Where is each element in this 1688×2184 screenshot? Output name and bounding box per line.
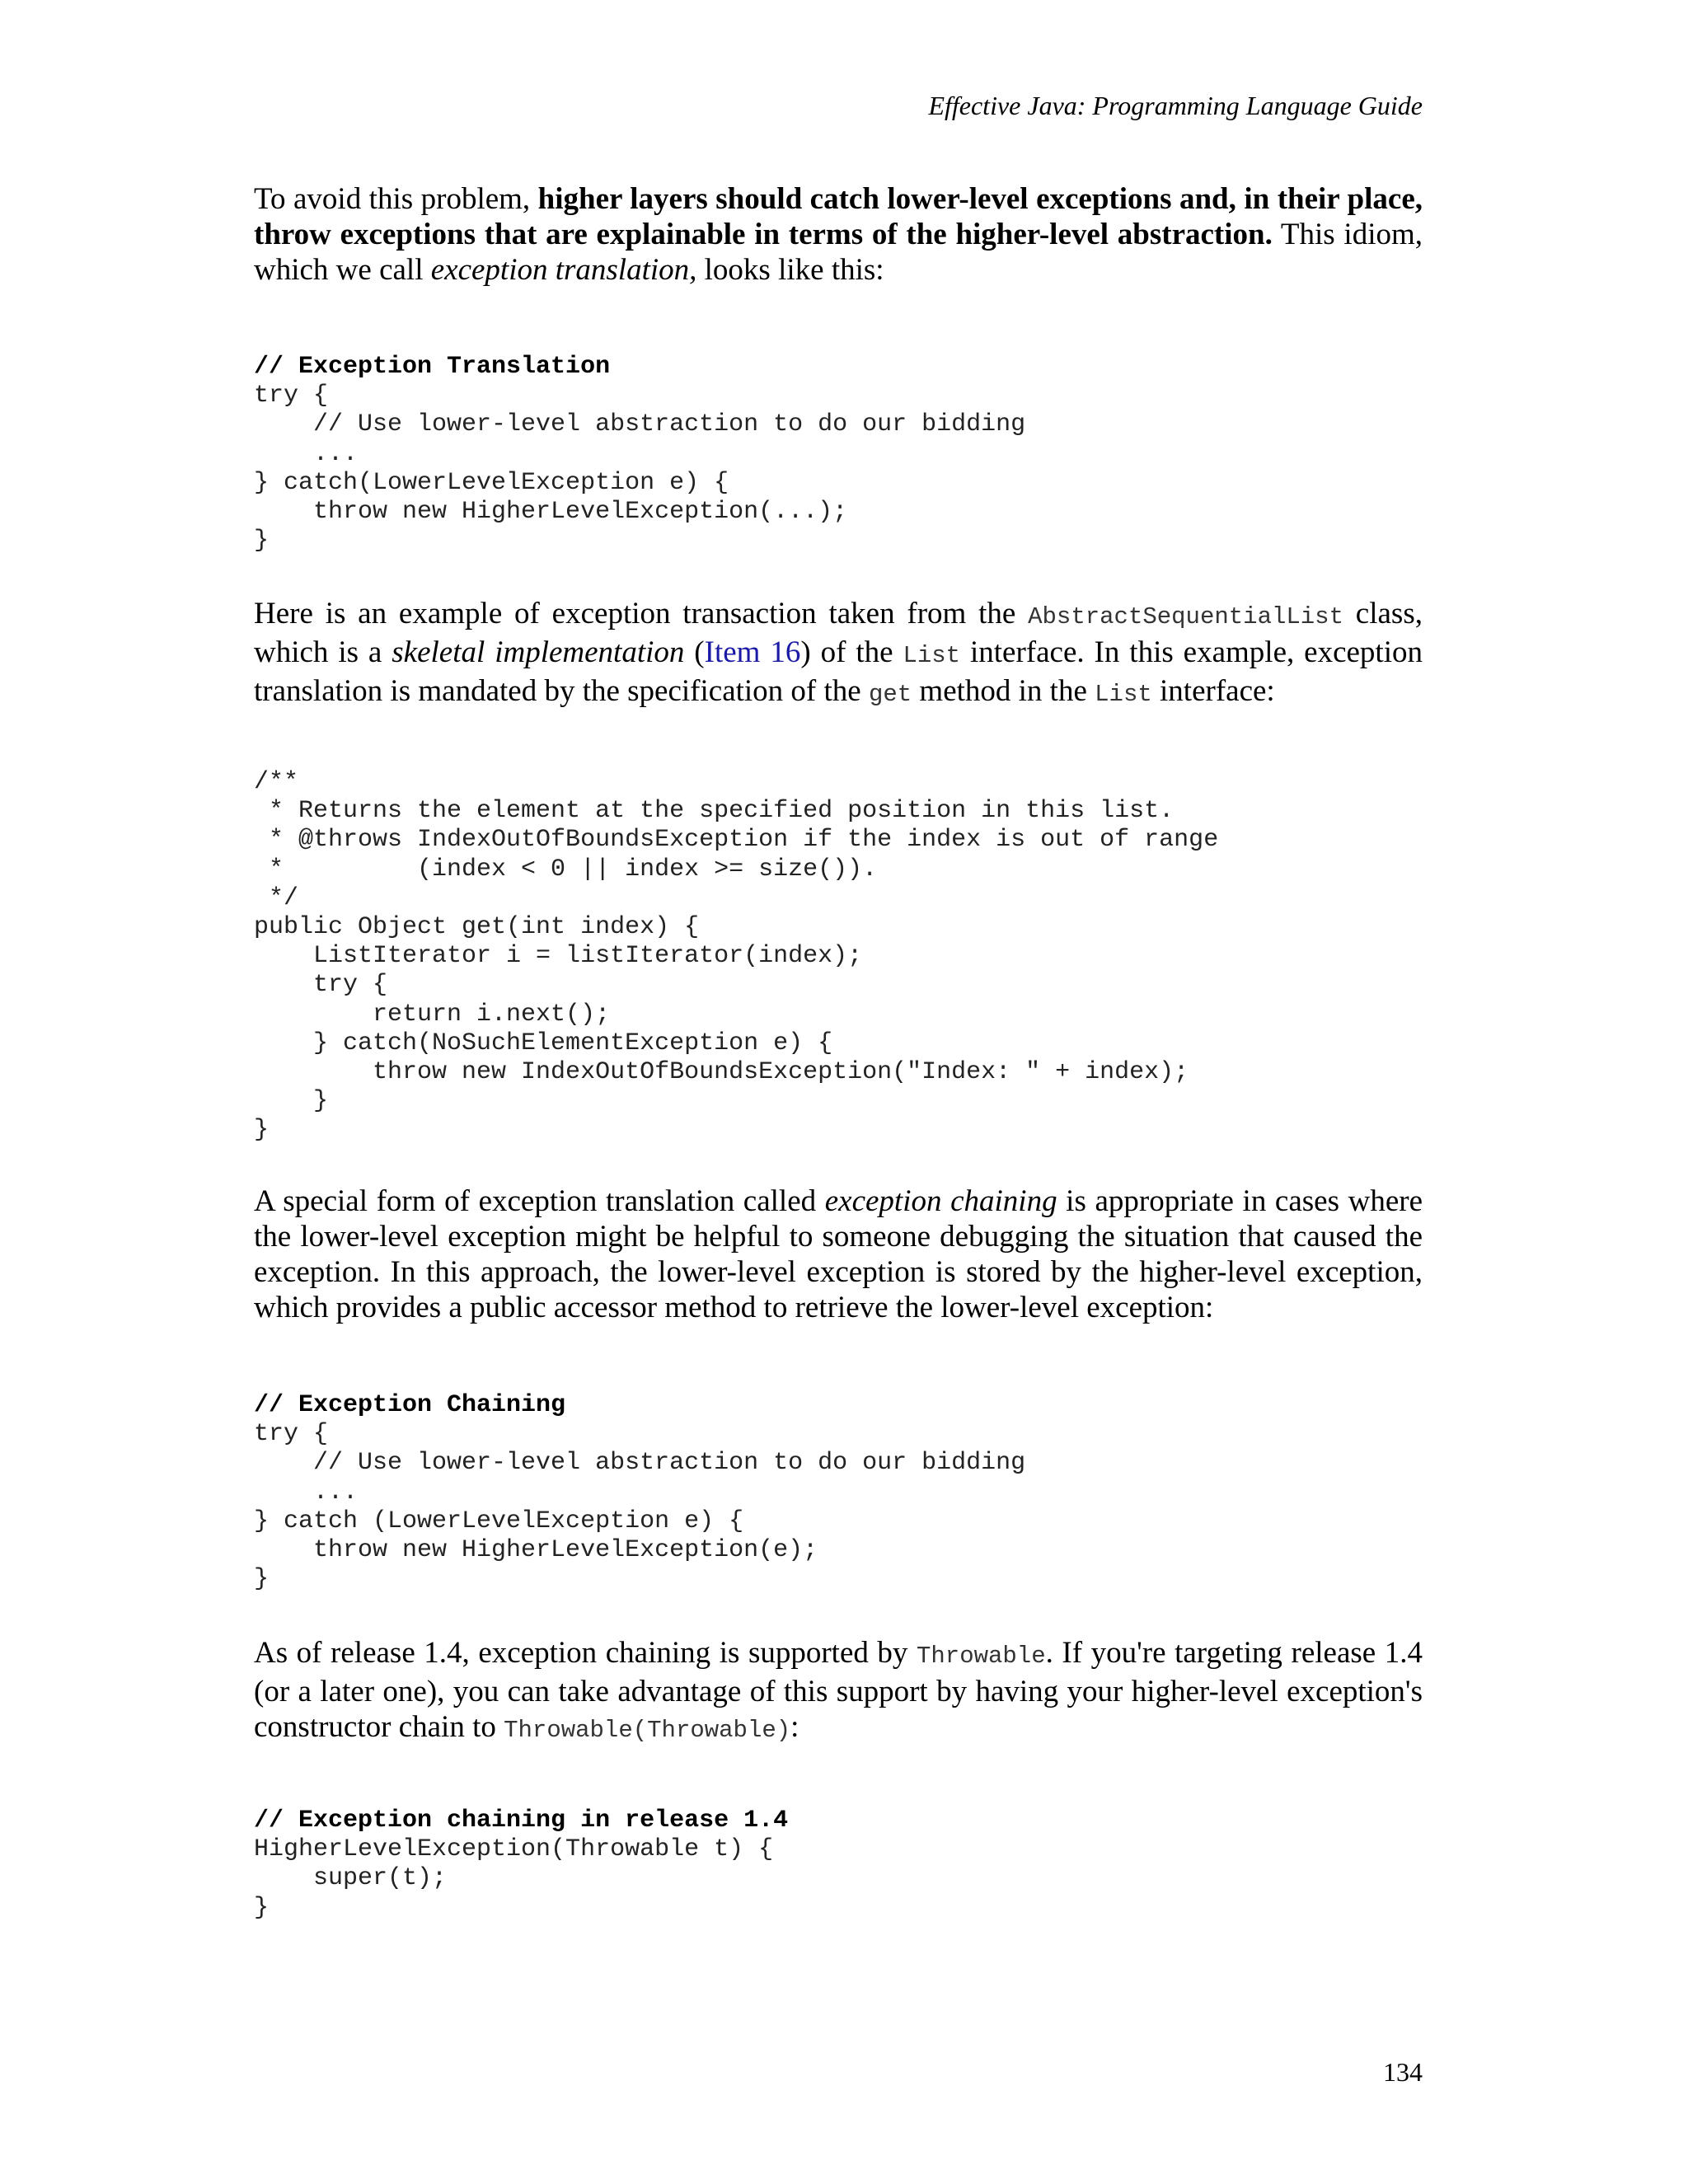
code-line: * Returns the element at the specified position in this list.: [254, 797, 1175, 826]
code-block-exception-chaining: [254, 1391, 1025, 1594]
code-line: }: [254, 527, 270, 555]
code-line: ...: [254, 439, 359, 468]
text: To avoid this problem,: [254, 182, 538, 216]
code-comment-heading: // Exception Chaining: [254, 1391, 566, 1419]
italic-term: exception translation,: [430, 253, 697, 287]
italic-term: skeletal implementation: [392, 635, 685, 669]
text: :: [790, 1710, 799, 1744]
code-line: } catch(LowerLevelException e) {: [254, 468, 729, 497]
text: class, which is a: [254, 597, 1423, 669]
text: is appropriate in cases where the lower-level exception might be helpful to someone debugging the situation that caused the exception. In this approach, the lower-level exception is stored by the higher-level exception, which provides a public accessor method to retrieve the lower-level exception:: [254, 1184, 1423, 1324]
text: (: [684, 635, 705, 669]
paragraph-exception-chaining: [254, 1183, 1423, 1325]
code-block-exception-translation: [254, 353, 1025, 555]
code-line: */: [254, 883, 299, 912]
code-comment-heading: // Exception Translation: [254, 353, 611, 381]
inline-code: get: [868, 681, 912, 708]
inline-code: List: [903, 642, 961, 669]
paragraph-exception-translation: [254, 181, 1423, 288]
text: Here is an example of exception transaction taken from the: [254, 597, 1029, 630]
code-line: /**: [254, 768, 299, 796]
code-line: }: [254, 1565, 270, 1594]
bold-emphasis: higher layers should catch lower-level exceptions and, in their place, throw exceptions that are explainable in terms of the higher-level abstraction.: [254, 182, 1423, 251]
inline-code: AbstractSequentialList: [1028, 603, 1343, 630]
code-line: HigherLevelException(Throwable t) {: [254, 1835, 774, 1864]
code-line: return i.next();: [254, 1000, 611, 1029]
text: interface. In this example, exception translation is mandated by the specification of the: [254, 635, 1423, 708]
code-line: // Use lower-level abstraction to do our bidding: [254, 1449, 1026, 1478]
code-line: throw new HigherLevelException(e);: [254, 1535, 818, 1564]
code-comment-heading: // Exception chaining in release 1.4: [254, 1807, 789, 1835]
code-line: ListIterator i = listIterator(index);: [254, 942, 863, 971]
code-line: }: [254, 1893, 270, 1922]
inline-code: Throwable: [916, 1643, 1046, 1670]
text: looks like this:: [696, 253, 884, 287]
code-line: * (index < 0 || index >= size()).: [254, 855, 878, 883]
code-line: throw new IndexOutOfBoundsException("Index: " + index);: [254, 1057, 1189, 1086]
text: This idiom, which we call: [254, 218, 1423, 287]
inline-code: List: [1095, 681, 1152, 708]
code-line: * @throws IndexOutOfBoundsException if the index is out of range: [254, 826, 1219, 855]
text: A special form of exception translation called: [254, 1184, 825, 1218]
code-line: }: [254, 1116, 270, 1145]
code-line: ...: [254, 1478, 359, 1507]
code-line: }: [254, 1087, 329, 1116]
inline-code: Throwable(Throwable): [504, 1717, 791, 1744]
code-line: try {: [254, 382, 329, 410]
item-16-link[interactable]: Item 16: [704, 635, 801, 669]
code-block-chaining-1-4: [254, 1807, 788, 1923]
code-line: try {: [254, 1420, 329, 1449]
code-line: // Use lower-level abstraction to do our bidding: [254, 410, 1026, 439]
text: interface:: [1151, 674, 1275, 708]
code-line: } catch(NoSuchElementException e) {: [254, 1029, 833, 1057]
text: ) of the: [800, 635, 903, 669]
paragraph-release-1-4: [254, 1635, 1423, 1748]
code-line: try {: [254, 971, 388, 1000]
code-line: super(t);: [254, 1864, 448, 1893]
code-line: public Object get(int index) {: [254, 912, 700, 941]
code-block-get-method: [254, 768, 1218, 1145]
page-number: 134: [1383, 2057, 1423, 2087]
code-line: } catch (LowerLevelException e) {: [254, 1507, 744, 1535]
running-header: Effective Java: Programming Language Guide: [928, 91, 1423, 120]
paragraph-abstract-sequential-list: [254, 596, 1423, 712]
text: method in the: [912, 674, 1095, 708]
text: . If you're targeting release 1.4 (or a later one), you can take advantage of this support by having your higher-level exception's constructor chain to: [254, 1636, 1423, 1744]
text: As of release 1.4, exception chaining is supported by: [254, 1636, 917, 1670]
code-line: throw new HigherLevelException(...);: [254, 497, 848, 526]
italic-term: exception chaining: [824, 1184, 1057, 1218]
